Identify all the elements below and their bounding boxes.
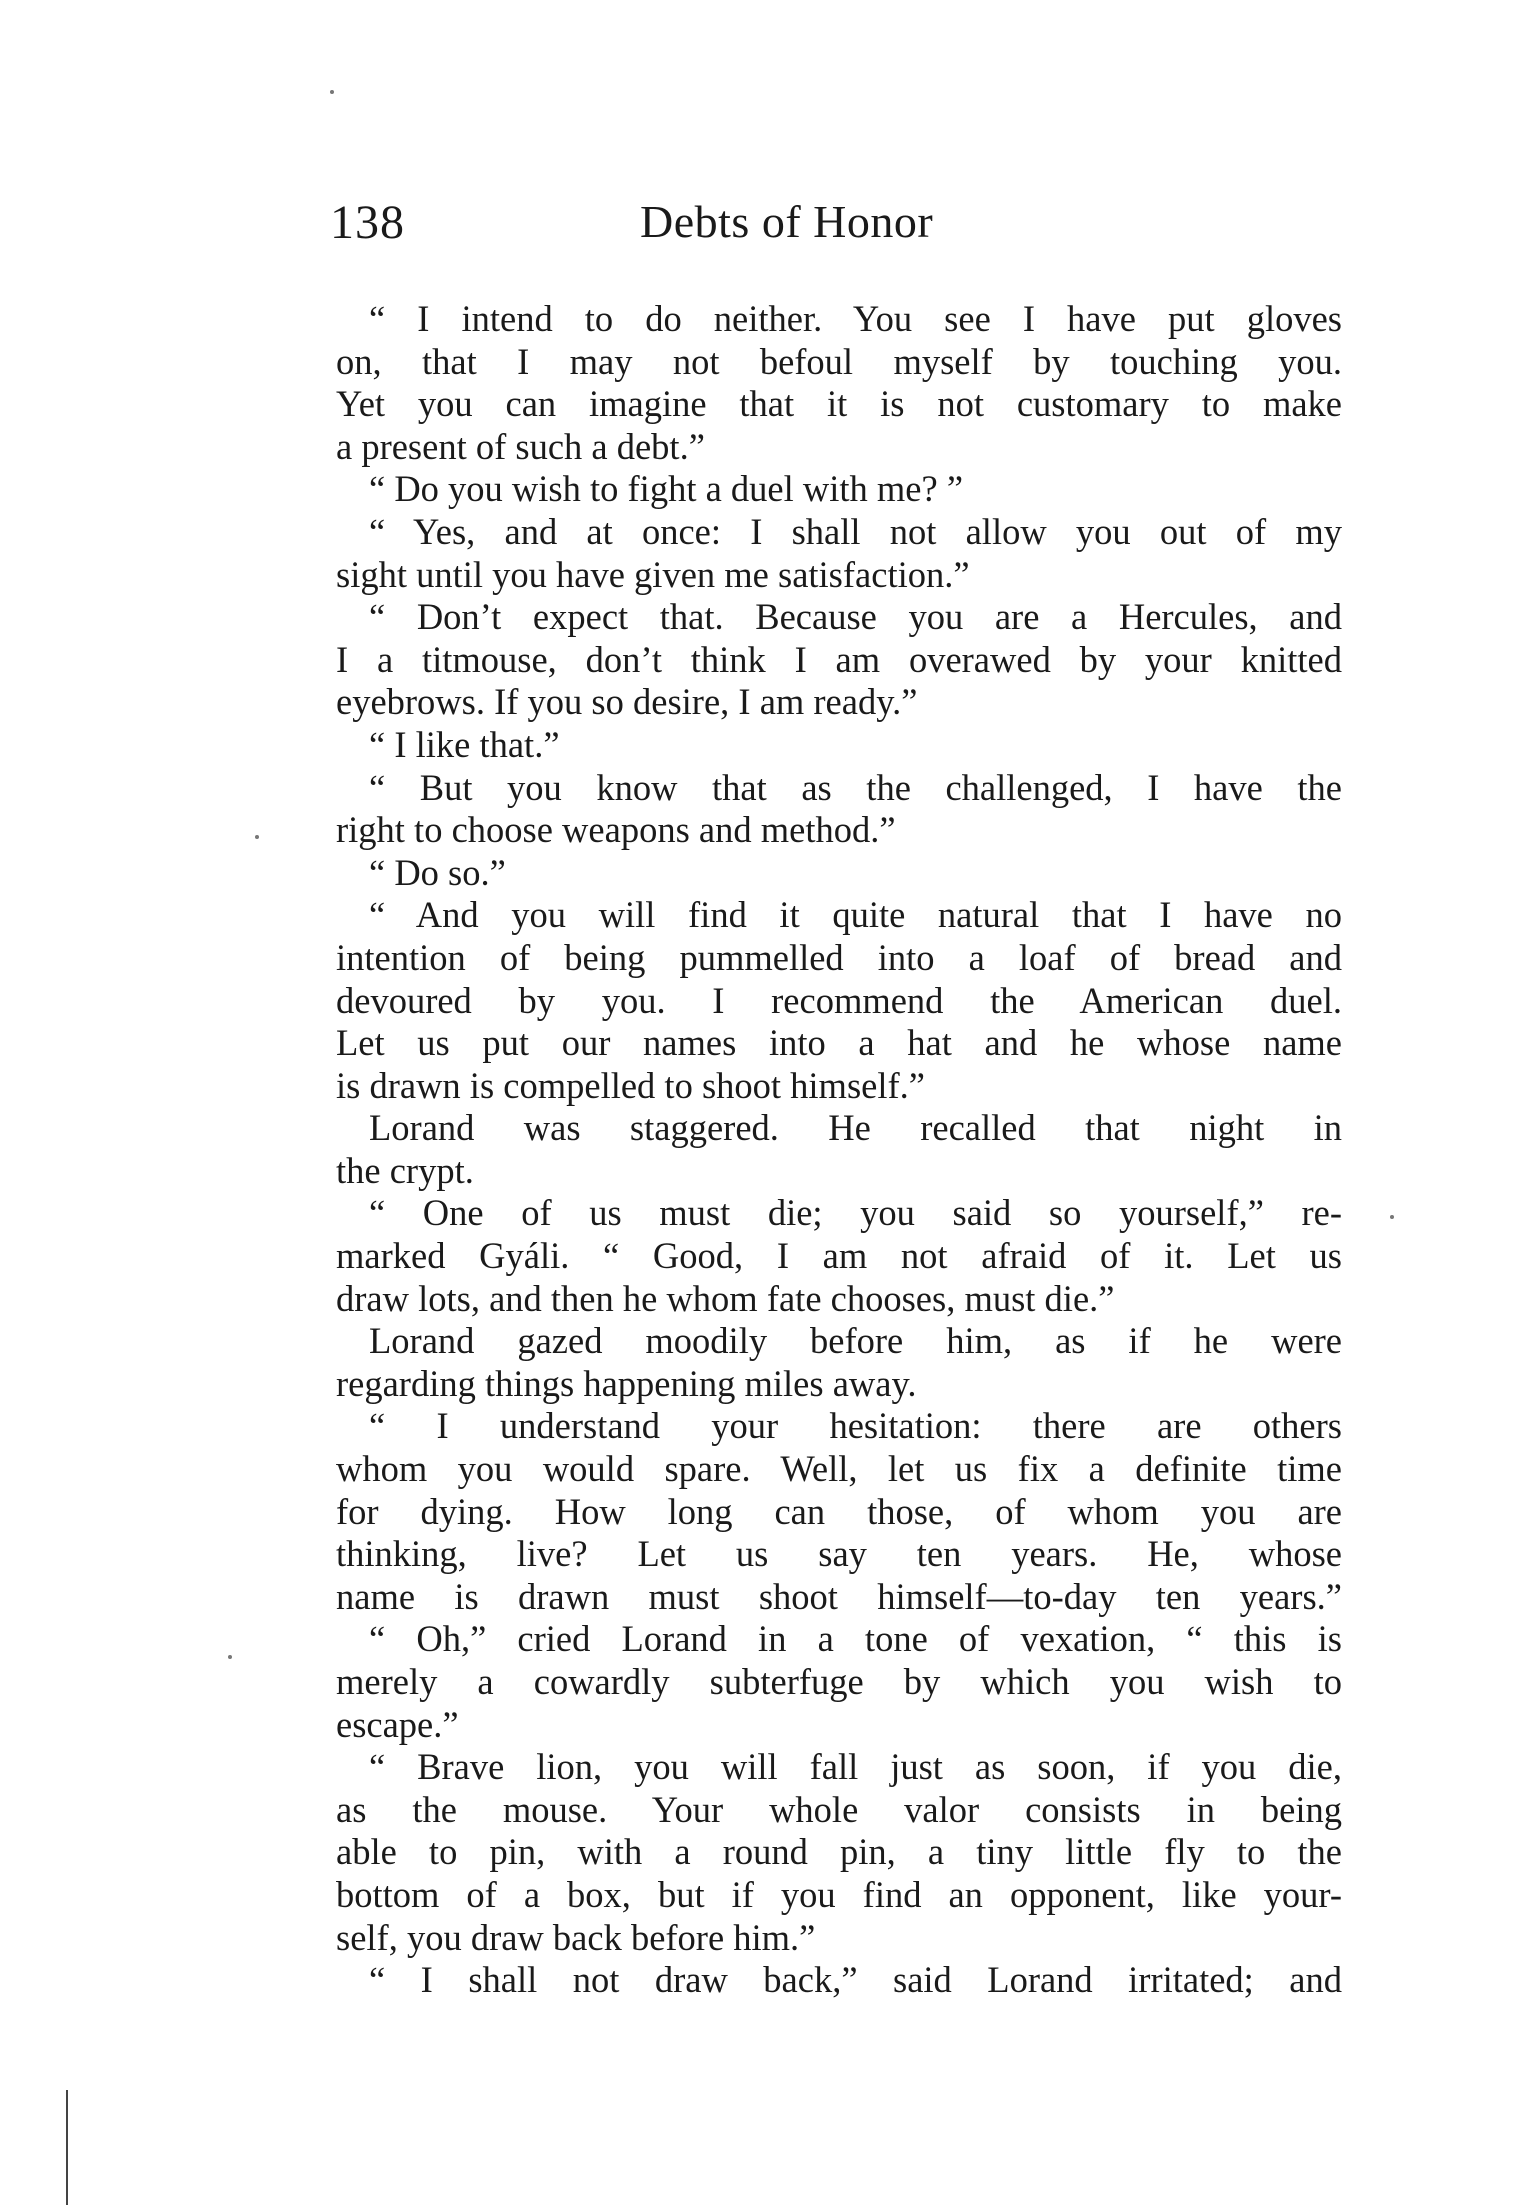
- text-line: escape.”: [336, 1703, 459, 1745]
- text-line: I a titmouse, don’t think I am overawed by your knitted: [336, 638, 1342, 680]
- text-line: right to choose weapons and method.”: [336, 809, 896, 851]
- text-line: “ Do you wish to fight a duel with me? ”: [369, 468, 964, 510]
- text-line: thinking, live? Let us say ten years. He, whose: [336, 1533, 1342, 1575]
- text-line: “ Don’t expect that. Because you are a Hercules, and: [369, 596, 1342, 638]
- page-header: [330, 195, 1050, 255]
- page-number: 138: [330, 196, 405, 249]
- text-line: Yet you can imagine that it is not customary to make: [336, 383, 1342, 425]
- text-line: draw lots, and then he whom fate chooses, must die.”: [336, 1277, 1115, 1319]
- text-line: “ But you know that as the challenged, I have the: [369, 766, 1342, 808]
- scan-speck: [228, 1655, 232, 1659]
- text-line: the crypt.: [336, 1149, 474, 1191]
- text-line: “ I like that.”: [369, 723, 560, 765]
- text-line: sight until you have given me satisfaction.”: [336, 553, 970, 595]
- text-line: Lorand was staggered. He recalled that night in: [369, 1107, 1342, 1149]
- text-line: able to pin, with a round pin, a tiny little fly to the: [336, 1831, 1342, 1873]
- scan-speck: [330, 90, 334, 94]
- running-title: Debts of Honor: [640, 196, 934, 247]
- text-line: on, that I may not befoul myself by touching you.: [336, 340, 1342, 382]
- text-line: “ Brave lion, you will fall just as soon, if you die,: [369, 1746, 1342, 1788]
- text-line: “ Oh,” cried Lorand in a tone of vexation, “ this is: [369, 1618, 1342, 1660]
- text-line: whom you would spare. Well, let us fix a definite time: [336, 1448, 1342, 1490]
- scan-speck: [1390, 1215, 1394, 1219]
- text-line: eyebrows. If you so desire, I am ready.”: [336, 681, 918, 723]
- text-line: “ I shall not draw back,” said Lorand irritated; and: [369, 1959, 1342, 2001]
- text-line: “ Do so.”: [369, 851, 506, 893]
- text-line: “ And you will find it quite natural that I have no: [369, 894, 1342, 936]
- body-text: [336, 298, 1342, 2002]
- text-line: “ One of us must die; you said so yourself,” re-: [369, 1192, 1342, 1234]
- text-line: marked Gyáli. “ Good, I am not afraid of it. Let us: [336, 1235, 1342, 1277]
- text-line: merely a cowardly subterfuge by which you wish to: [336, 1661, 1342, 1702]
- text-line: intention of being pummelled into a loaf of bread and: [336, 936, 1342, 978]
- scan-edge-mark: [66, 2090, 68, 2205]
- text-line: for dying. How long can those, of whom you are: [336, 1490, 1342, 1532]
- text-line: is drawn is compelled to shoot himself.”: [336, 1064, 925, 1106]
- text-line: as the mouse. Your whole valor consists in being: [336, 1788, 1342, 1830]
- text-line: Let us put our names into a hat and he whose name: [336, 1022, 1342, 1064]
- text-line: “ I understand your hesitation: there are others: [369, 1405, 1342, 1447]
- text-line: devoured by you. I recommend the American duel.: [336, 979, 1342, 1021]
- text-line: “ I intend to do neither. You see I have put gloves: [369, 298, 1342, 339]
- text-line: a present of such a debt.”: [336, 425, 705, 467]
- text-line: name is drawn must shoot himself—to-day ten years.”: [336, 1575, 1342, 1617]
- text-line: bottom of a box, but if you find an opponent, like your-: [336, 1873, 1342, 1915]
- text-line: “ Yes, and at once: I shall not allow you out of my: [369, 510, 1342, 552]
- scan-speck: [255, 835, 259, 839]
- text-line: self, you draw back before him.”: [336, 1916, 816, 1958]
- text-line: Lorand gazed moodily before him, as if he were: [369, 1320, 1342, 1362]
- text-line: regarding things happening miles away.: [336, 1362, 917, 1404]
